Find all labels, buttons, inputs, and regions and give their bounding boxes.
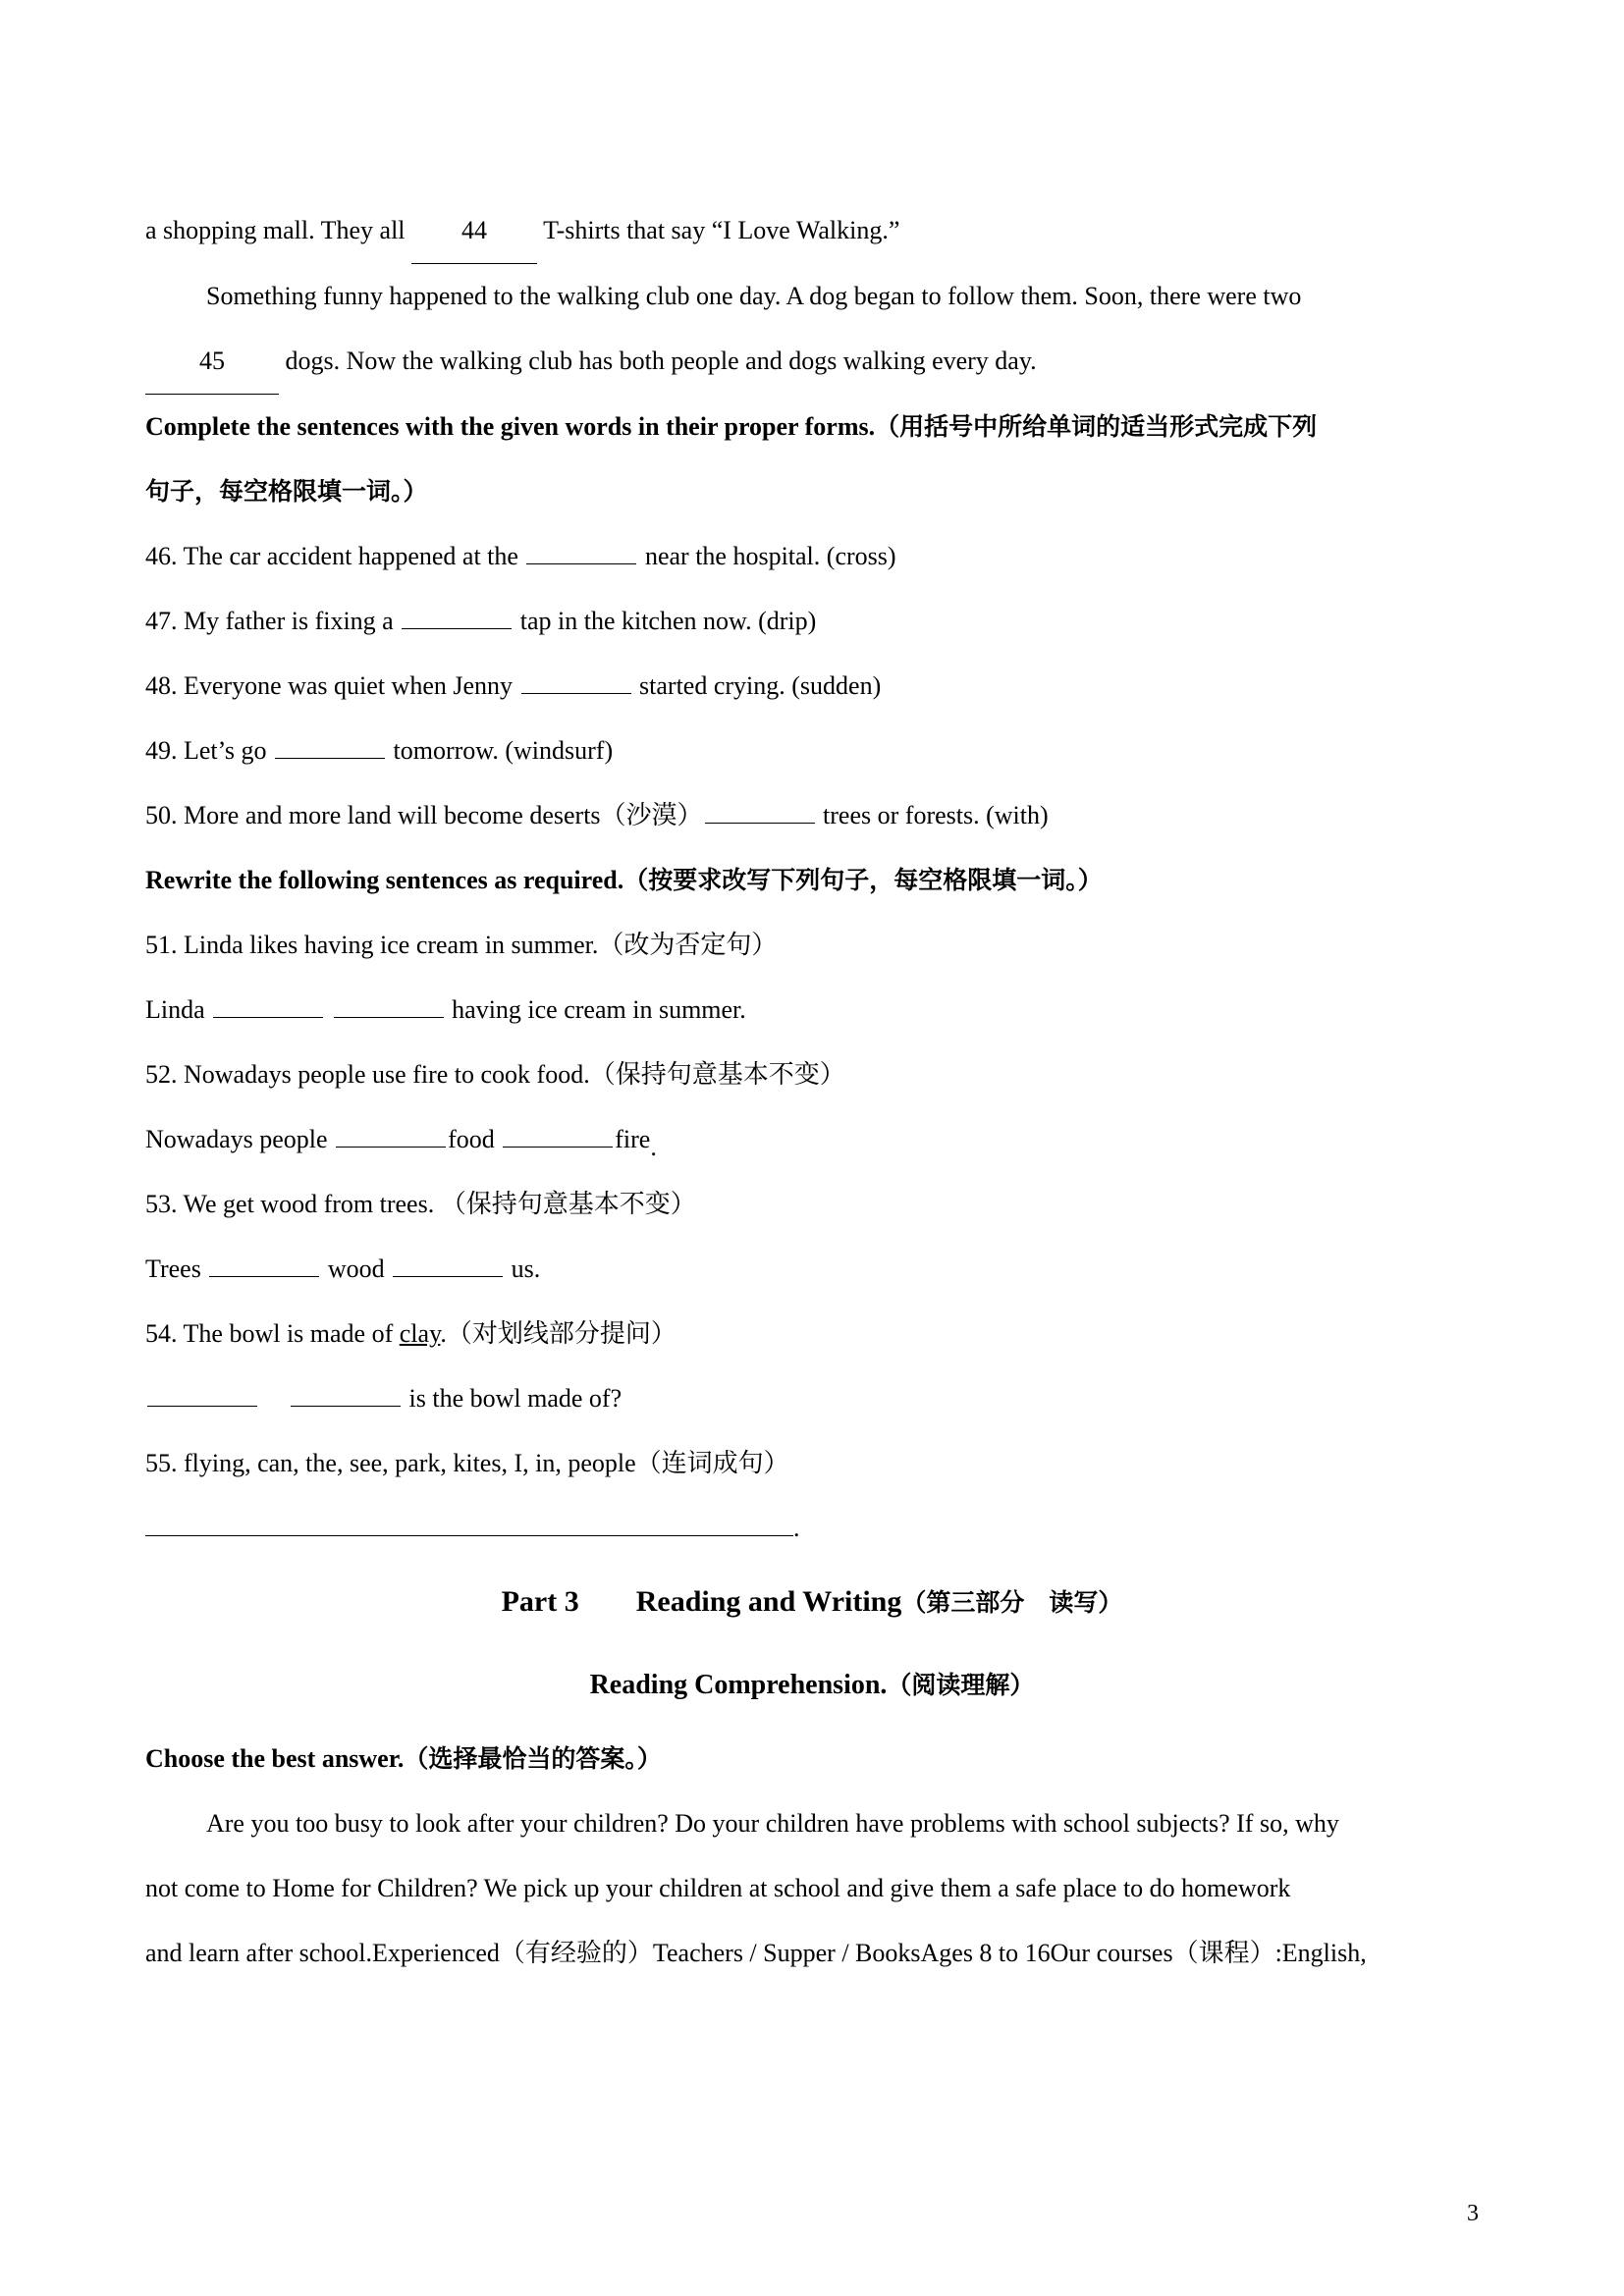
question-51-answer: [145, 978, 1479, 1042]
question-52-prompt: [145, 1042, 1479, 1107]
question-54-blank-2[interactable]: [291, 1384, 401, 1407]
question-49-post: tomorrow. (windsurf): [387, 736, 614, 765]
choose-best-answer-cn: （选择最恰当的答案。）: [404, 1744, 662, 1773]
question-50-pre: More and more land will become deserts（沙漠）: [177, 801, 703, 829]
question-48: [145, 654, 1479, 719]
page-number: 3: [1467, 2201, 1479, 2226]
question-52-answer-post: fire: [615, 1125, 651, 1153]
question-53-answer-post: us.: [505, 1255, 541, 1283]
question-51-blank-1[interactable]: [213, 995, 323, 1018]
question-52-answer-pre: Nowadays people: [145, 1125, 335, 1153]
cloze-blank-45: 45: [145, 329, 279, 395]
question-50-number: 50.: [145, 801, 178, 829]
question-54-underlined-word: clay: [399, 1319, 441, 1348]
question-52-number: 52.: [145, 1060, 178, 1089]
rewrite-heading-cn: （按要求改写下列句子，每空格限填一词。）: [623, 866, 1103, 894]
cloze-line-44: [145, 198, 1479, 264]
part3-title-cn: （第三部分 读写）: [901, 1588, 1123, 1617]
cloze-line-44-post: T-shirts that say “I Love Walking.”: [537, 216, 900, 244]
question-46-post: near the hospital. (cross): [638, 542, 896, 570]
question-52-blank-1[interactable]: [336, 1125, 446, 1148]
passage-line-2: not come to Home for Children? We pick up your children at school and give them a safe place to do homework: [145, 1874, 1291, 1902]
question-55-answer: [145, 1496, 1479, 1561]
question-51-answer-mid: [325, 995, 332, 1024]
question-54-answer-post: is the bowl made of?: [403, 1384, 623, 1413]
question-54-answer: [145, 1366, 1479, 1431]
question-52-text: Nowadays people use fire to cook food.（保持句意基本不变）: [177, 1060, 845, 1089]
question-47-post: tap in the kitchen now. (drip): [514, 607, 817, 635]
question-48-blank[interactable]: [521, 671, 631, 694]
question-52-answer-mid: food: [448, 1125, 502, 1153]
passage-line-1: Are you too busy to look after your children? Do your children have problems with school subjects? If so, why: [206, 1809, 1339, 1838]
question-53-prompt: [145, 1172, 1479, 1237]
cloze-line-45-post: dogs. Now the walking club has both people and dogs walking every day.: [279, 347, 1037, 375]
cloze-paragraph-2: [145, 264, 1479, 329]
passage-line-3: and learn after school.Experienced（有经验的）Teachers / Supper / BooksAges 8 to 16Our courses（课程）:English,: [145, 1939, 1367, 1967]
question-55-answer-blank[interactable]: [145, 1514, 793, 1536]
word-forms-heading-en: Complete the sentences with the given words in their proper forms.: [145, 412, 876, 441]
question-49: [145, 719, 1479, 783]
question-53-blank-2[interactable]: [393, 1255, 503, 1277]
word-forms-heading-line1: [145, 395, 1479, 459]
part3-label: Part 3: [501, 1585, 579, 1618]
choose-best-answer-en: Choose the best answer.: [145, 1744, 405, 1773]
question-51-answer-pre: Linda: [145, 995, 212, 1024]
reading-comprehension-subtitle: [145, 1644, 1479, 1727]
question-46-pre: The car accident happened at the: [177, 542, 525, 570]
cloze-line-45: [145, 329, 1479, 395]
top-spacer: [145, 137, 1479, 198]
question-49-number: 49.: [145, 736, 178, 765]
choose-best-answer-heading: [145, 1727, 1479, 1791]
part3-title: [145, 1561, 1479, 1644]
question-48-post: started crying. (sudden): [632, 671, 882, 700]
question-55-number: 55.: [145, 1449, 178, 1477]
question-54-prompt: [145, 1302, 1479, 1366]
question-51-text: Linda likes having ice cream in summer.（改为否定句）: [177, 931, 778, 959]
question-54-pre: The bowl is made of: [177, 1319, 400, 1348]
question-51-blank-2[interactable]: [334, 995, 444, 1018]
question-48-number: 48.: [145, 671, 178, 700]
question-55-prompt: [145, 1431, 1479, 1496]
question-53-number: 53.: [145, 1190, 178, 1218]
question-53-text: We get wood from trees. （保持句意基本不变）: [177, 1190, 696, 1218]
question-47: [145, 589, 1479, 654]
question-54-post: .（对划线部分提问）: [440, 1319, 677, 1348]
question-52-period: .: [650, 1133, 657, 1161]
question-47-pre: My father is fixing a: [177, 607, 401, 635]
question-49-pre: Let’s go: [177, 736, 273, 765]
question-50-blank[interactable]: [705, 801, 815, 824]
reading-comprehension-en: Reading Comprehension.: [589, 1670, 888, 1700]
rewrite-heading-en: Rewrite the following sentences as required.: [145, 866, 624, 894]
question-55-text: flying, can, the, see, park, kites, I, in, people（连词成句）: [177, 1449, 789, 1477]
question-52-answer: [145, 1107, 1479, 1172]
rewrite-heading: [145, 848, 1479, 913]
cloze-blank-44: 44: [411, 198, 537, 264]
question-53-answer-mid: wood: [321, 1255, 392, 1283]
question-50-post: trees or forests. (with): [816, 801, 1049, 829]
question-47-number: 47.: [145, 607, 178, 635]
part3-title-main: Reading and Writing: [635, 1585, 902, 1618]
question-51-prompt: [145, 913, 1479, 978]
cloze-paragraph-2-text: Something funny happened to the walking club one day. A dog began to follow them. Soon, there were two: [206, 282, 1302, 310]
question-51-number: 51.: [145, 931, 178, 959]
question-48-pre: Everyone was quiet when Jenny: [177, 671, 519, 700]
reading-comprehension-cn: （阅读理解）: [887, 1671, 1035, 1699]
question-51-answer-post: having ice cream in summer.: [445, 995, 746, 1024]
question-54-number: 54.: [145, 1319, 178, 1348]
cloze-line-44-pre: a shopping mall. They all: [145, 216, 412, 244]
question-49-blank[interactable]: [275, 736, 385, 759]
question-54-blank-1[interactable]: [147, 1384, 257, 1407]
question-46: [145, 524, 1479, 589]
question-50: [145, 783, 1479, 848]
question-55-period: .: [793, 1514, 800, 1542]
word-forms-heading-cn-1: （用括号中所给单词的适当形式完成下列: [875, 412, 1318, 441]
word-forms-heading-line2: [145, 459, 1479, 524]
question-53-answer-pre: Trees: [145, 1255, 208, 1283]
question-47-blank[interactable]: [402, 607, 512, 629]
question-46-blank[interactable]: [526, 542, 636, 564]
question-52-blank-2[interactable]: [503, 1125, 613, 1148]
question-53-blank-1[interactable]: [209, 1255, 319, 1277]
question-46-number: 46.: [145, 542, 178, 570]
word-forms-heading-cn-2: 句子，每空格限填一词。）: [145, 477, 428, 506]
question-53-answer: [145, 1237, 1479, 1302]
